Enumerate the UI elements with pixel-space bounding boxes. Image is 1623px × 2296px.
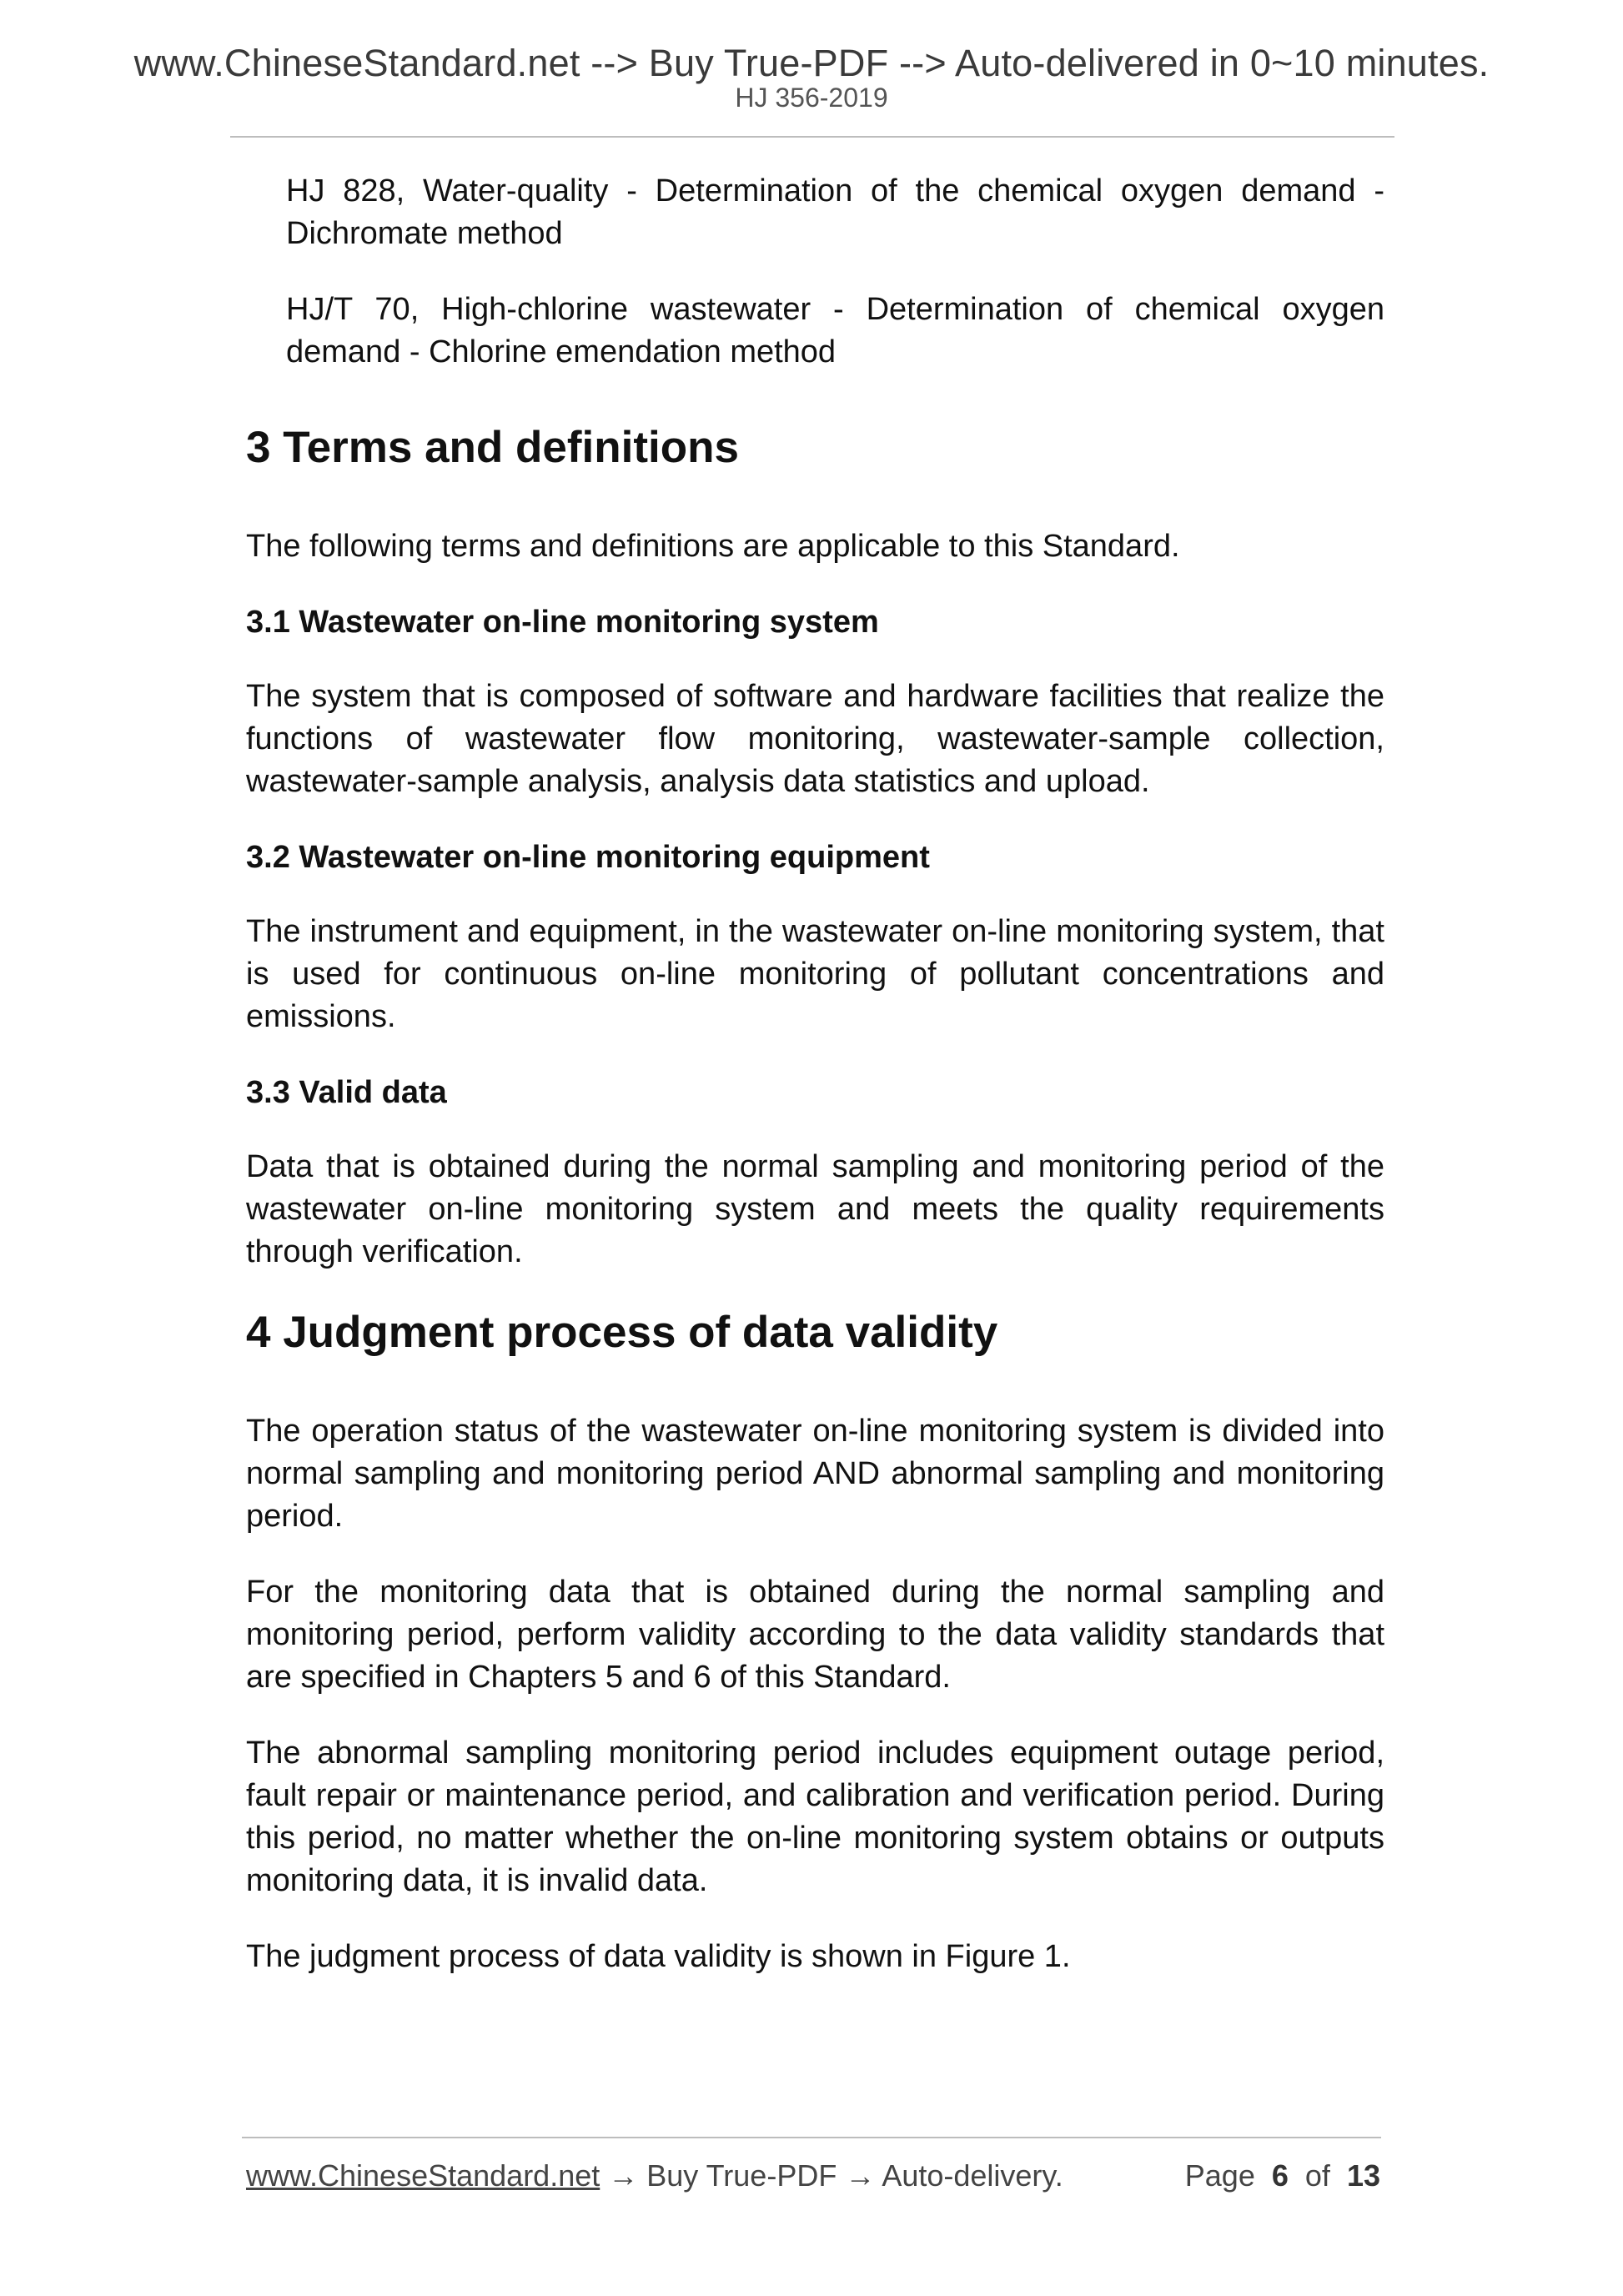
- page-content: [246, 170, 1384, 2012]
- footer-divider: [242, 2137, 1381, 2138]
- term-3-1-definition: The system that is composed of software and hardware facilities that realize the functions of wastewater flow monitoring, wastewater-sample collection, wastewater-sample analysis, analysis data statistics and upload.: [246, 679, 1384, 799]
- footer-tagline: → Buy True-PDF → Auto-delivery.: [600, 2158, 1063, 2193]
- section-4-paragraph: The operation status of the wastewater on-line monitoring system is divided into normal sampling and monitoring period AND abnormal sampling and monitoring period.: [246, 1414, 1384, 1534]
- term-3-2-heading: 3.2 Wastewater on-line monitoring equipment: [246, 840, 930, 875]
- page-label: Page: [1184, 2158, 1255, 2193]
- section-4-paragraph: For the monitoring data that is obtained during the normal sampling and monitoring period, perform validity according to the data validity standards that are specified in Chapters 5 and 6 of this Standard.: [246, 1575, 1384, 1695]
- section-3-title: 3 Terms and definitions: [246, 423, 739, 472]
- term-3-3-definition: Data that is obtained during the normal sampling and monitoring period of the wastewater on-line monitoring system and meets the quality requirements through verification.: [246, 1149, 1384, 1269]
- page-total: 13: [1346, 2158, 1380, 2193]
- page-of-label: of: [1304, 2158, 1330, 2193]
- section-4-paragraph: The abnormal sampling monitoring period includes equipment outage period, fault repair or maintenance period, and calibration and verification period. During this period, no matter whether the on-line monitoring system obtains or outputs monitoring data, it is invalid data.: [246, 1736, 1384, 1898]
- header-divider: [230, 136, 1394, 138]
- page-number: [1185, 2157, 1380, 2195]
- header-watermark: www.ChineseStandard.net --> Buy True-PDF --> Auto-delivered in 0~10 minutes.: [133, 42, 1490, 84]
- term-3-1-heading: 3.1 Wastewater on-line monitoring system: [246, 605, 879, 640]
- section-3-intro: The following terms and definitions are applicable to this Standard.: [246, 529, 1180, 564]
- footer-left: [246, 2158, 1063, 2193]
- term-3-3-heading: 3.3 Valid data: [246, 1075, 447, 1110]
- section-4-paragraph: The judgment process of data validity is shown in Figure 1.: [246, 1939, 1071, 1974]
- reference-item: HJ/T 70, High-chlorine wastewater - Determination of chemical oxygen demand - Chlorine emendation method: [286, 292, 1384, 369]
- page-footer: [246, 2157, 1380, 2195]
- footer-site-link[interactable]: www.ChineseStandard.net: [246, 2158, 600, 2193]
- document-code: HJ 356-2019: [735, 83, 888, 113]
- reference-item: HJ 828, Water-quality - Determination of the chemical oxygen demand - Dichromate method: [286, 173, 1384, 251]
- term-3-2-definition: The instrument and equipment, in the wastewater on-line monitoring system, that is used for continuous on-line monitoring of pollutant concentrations and emissions.: [246, 914, 1384, 1034]
- normative-references-list: [246, 170, 1384, 374]
- page-current: 6: [1271, 2158, 1289, 2193]
- section-4-title: 4 Judgment process of data validity: [246, 1308, 998, 1357]
